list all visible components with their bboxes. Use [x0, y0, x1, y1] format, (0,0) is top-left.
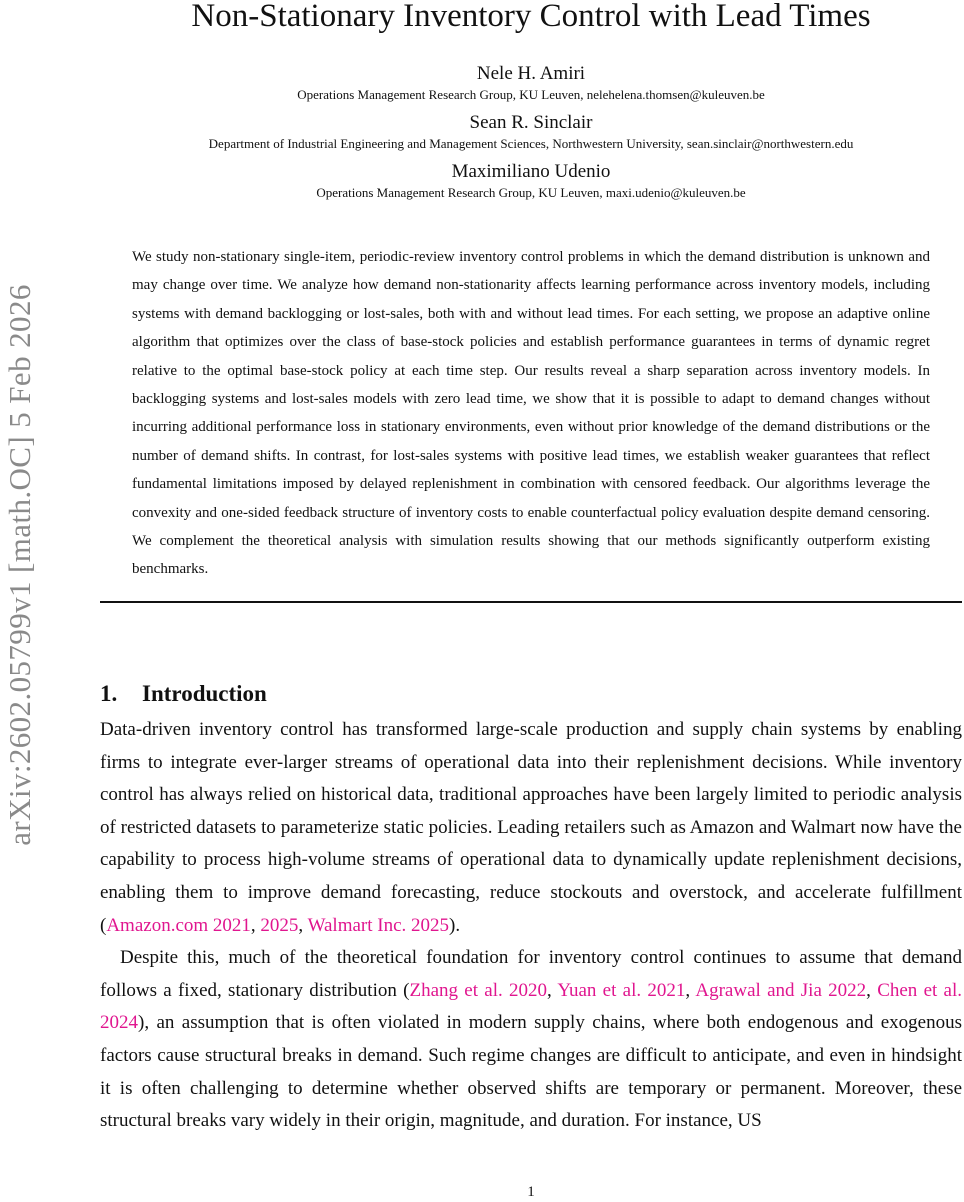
paragraph-text: Data-driven inventory control has transformed large-scale production and supply chain systems by enabling firms to integrate ever-larger streams of operational data into their replenishment decisions. While inventory control has always relied on historical data, traditional approaches have been largely limited to periodic analysis of restricted datasets to parameterize static policies. Leading retailers such as Amazon and Walmart now have the capability to process high-volume streams of operational data to dynamically update replenishment decisions, enabling them to improve demand forecasting, reduce stockouts and overstock, and accelerate fulfillment (	[100, 719, 962, 936]
citation-separator: ,	[685, 979, 696, 1001]
paragraph-text: ), an assumption that is often violated in modern supply chains, where both endogenous and exogenous factors cause structural breaks in demand. Such regime changes are difficult to anticipate, and even in hindsight it is often challenging to determine whether observed shifts are temporary or permanent. Moreover, these structural breaks vary widely in their origin, magnitude, and duration. For instance, US	[100, 1012, 962, 1132]
author-name: Maximiliano Udenio	[451, 161, 611, 182]
abstract-text: We study non-stationary single-item, periodic-review inventory control problems in which the demand distribution is unknown and may change over time. We analyze how demand non-stationarity affects learning performance across inventory models, including systems with demand backlogging or lost-sales, both with and without lead times. For each setting, we propose an adaptive online algorithm that optimizes over the class of base-stock policies and establish performance guarantees in terms of dynamic regret relative to the optimal base-stock policy at each time step. Our results reveal a sharp separation across inventory models. In backlogging systems and lost-sales models with zero lead time, we show that it is possible to adapt to demand changes without incurring additional performance loss in stationary environments, even without prior knowledge of the demand distributions or the number of demand shifts. In contrast, for lost-sales systems with positive lead times, we establish weaker guarantees that reflect fundamental limitations imposed by delayed replenishment in combination with censored feedback. Our algorithms leverage the convexity and one-sided feedback structure of inventory costs to enable counterfactual policy evaluation despite demand censoring. We complement the theoretical analysis with simulation results showing that our methods significantly outperform existing benchmarks.	[132, 249, 930, 578]
author-affiliation: Department of Industrial Engineering and Management Sciences, Northwestern University, sean.sinclair@northwestern.edu	[208, 136, 854, 151]
paragraph-text: ).	[449, 914, 461, 936]
author-entry	[100, 111, 962, 152]
author-name: Sean R. Sinclair	[469, 112, 593, 133]
author-affiliation: Operations Management Research Group, KU Leuven, nelehelena.thomsen@kuleuven.be	[297, 87, 765, 102]
section-divider	[100, 601, 962, 603]
author-affiliation: Operations Management Research Group, KU Leuven, maxi.udenio@kuleuven.be	[316, 185, 746, 200]
section-title: Introduction	[142, 681, 267, 706]
paragraph	[100, 942, 962, 1138]
citation-separator: ,	[298, 914, 308, 936]
arxiv-identifier-text: arXiv:2602.05799v1 [math.OC] 5 Feb 2026	[2, 284, 37, 846]
section-number: 1.	[100, 681, 118, 706]
paragraph-text: Despite this, much of the theoretical foundation for inventory control continues to assume that demand follows a fixed, stationary distribution (	[100, 947, 962, 1001]
paper-title: Non-Stationary Inventory Control with Lead Times	[191, 0, 871, 34]
citation-separator: ,	[250, 914, 261, 936]
author-block	[100, 62, 962, 209]
citation-separator: ,	[866, 979, 878, 1001]
citation-separator: ,	[547, 979, 558, 1001]
citation-link[interactable]: Amazon.com 2021	[106, 914, 251, 936]
body-text	[100, 714, 962, 1138]
section-heading	[100, 678, 267, 710]
citation-link[interactable]: Zhang et al. 2020	[409, 979, 548, 1001]
citation-link[interactable]: Chen et al. 2024	[100, 979, 963, 1034]
citation-link[interactable]: Walmart Inc. 2025	[307, 914, 450, 936]
author-entry	[100, 160, 962, 201]
citation-link[interactable]: Agrawal and Jia 2022	[695, 979, 867, 1001]
page-number: 1	[527, 1184, 535, 1200]
author-entry	[100, 62, 962, 103]
citation-link[interactable]: 2025	[260, 914, 299, 936]
paragraph	[100, 714, 962, 942]
author-name: Nele H. Amiri	[476, 63, 586, 84]
arxiv-identifier-stamp	[0, 225, 40, 905]
citation-link[interactable]: Yuan et al. 2021	[557, 979, 686, 1001]
